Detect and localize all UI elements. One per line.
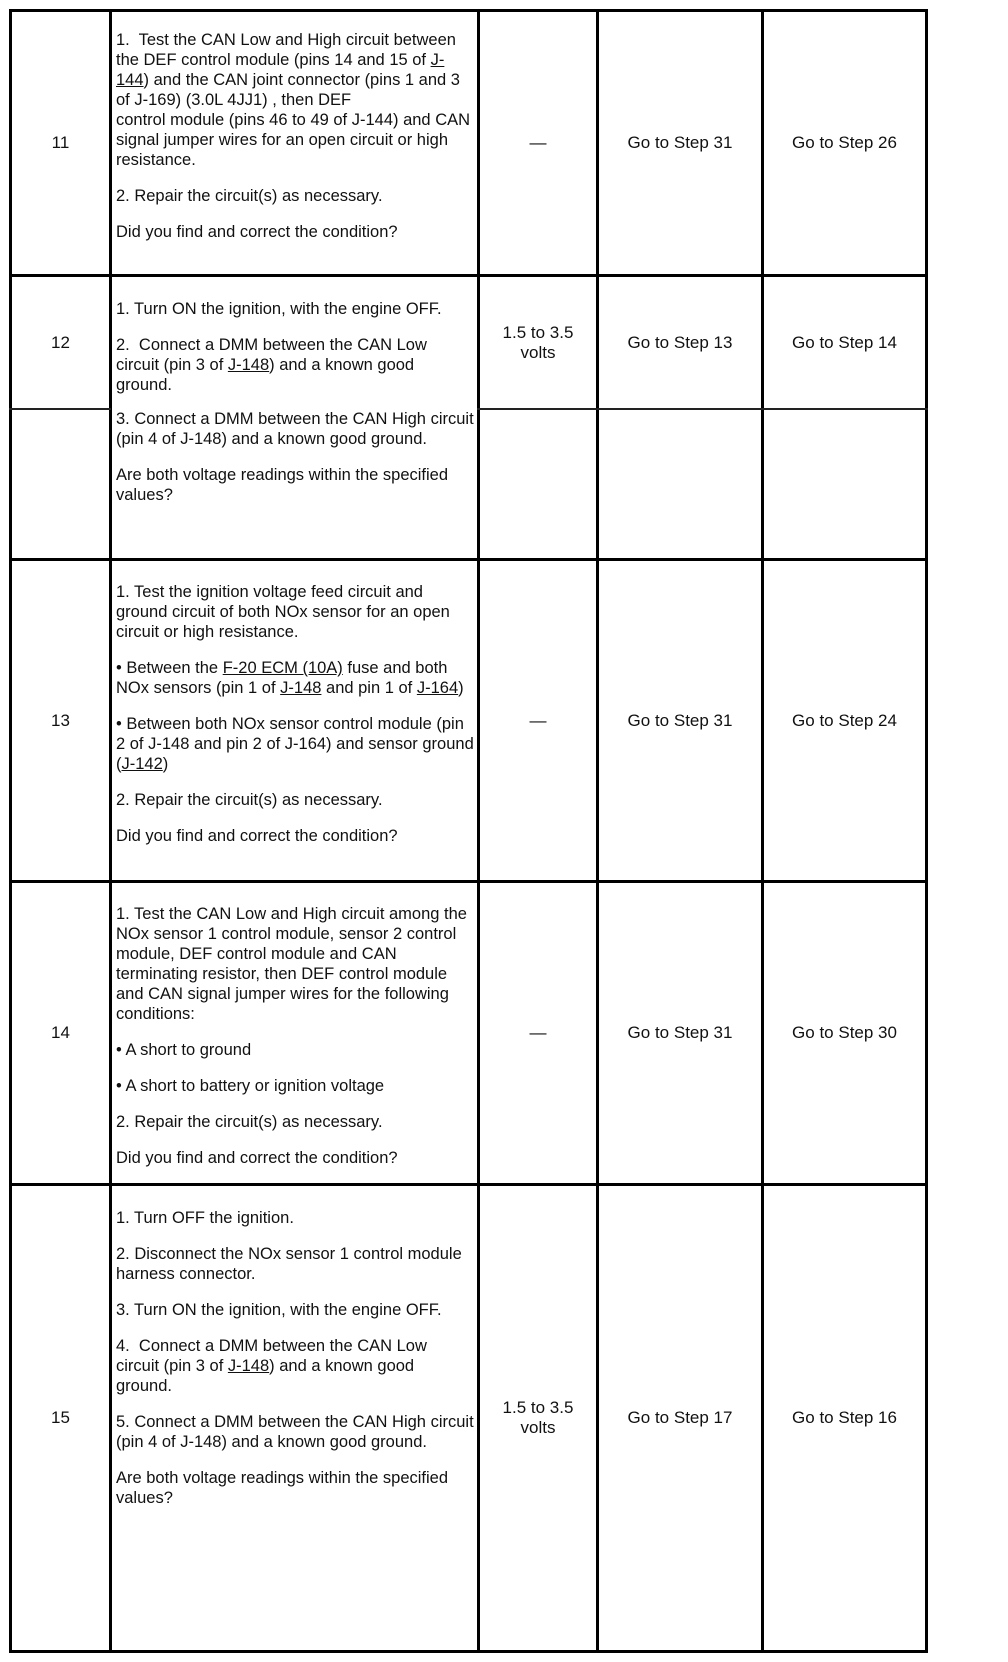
no-action-link[interactable]: Go to Step 24 [792,710,897,730]
step-number: 11 [51,133,70,152]
action-item: 1. Test the CAN Low and High circuit among the NOx sensor 1 control module, sensor 2 control module, DEF control module and CAN terminating resistor, then DEF control module and CAN signal jumper wires for the following conditions: [116,905,467,1023]
bullet-item: • Between both NOx sensor control module (pin 2 of J-148 and pin 2 of J-164) and sensor ground (J-142) [116,715,474,773]
action-item: 5. Connect a DMM between the CAN High circuit (pin 4 of J-148) and a known good ground. [116,1413,474,1451]
step-question: Are both voltage readings within the specified values? [116,1469,449,1507]
action-item: 1. Test the CAN Low and High circuit between the DEF control module (pins 14 and 15 of J-144) and the CAN joint connector (pins 1 and 3 of J-169) (3.0L 4JJ1) , then DEF control module (pins 46 to 49 of J-144) and CAN signal jumper wires for an open circuit or high resistance. [116,31,471,169]
value-text: 1.5 to 3.5 volts [502,322,574,362]
table-border-bottom [9,1650,928,1653]
value-text: 1.5 to 3.5 volts [502,1398,574,1437]
step-number: 13 [51,710,70,730]
action-item: 3. Connect a DMM between the CAN High circuit (pin 4 of J-148) and a known good ground. [116,410,474,448]
bullet-item: • Between the F-20 ECM (10A) fuse and both NOx sensors (pin 1 of J-148 and pin 1 of J-164) [116,659,464,697]
action-cell [116,904,474,1168]
action-cell [116,1208,474,1508]
action-cell [116,299,474,505]
action-item: 2. Connect a DMM between the CAN Low circuit (pin 3 of J-148) and a known good ground. [116,336,427,394]
table-border-right [925,9,928,1653]
yes-action-link[interactable]: Go to Step 31 [627,710,733,730]
value-cell [480,1186,596,1650]
yes-action-link[interactable]: Go to Step 17 [627,1408,733,1427]
step-number: 12 [51,332,70,352]
value-cell [480,277,596,408]
no-action-link[interactable]: Go to Step 26 [792,133,897,152]
action-cell [116,582,474,846]
action-item: 2. Repair the circuit(s) as necessary. [116,1113,383,1131]
step-question: Did you find and correct the condition? [116,1149,398,1167]
row-subdivider [9,408,111,410]
column-divider [109,9,112,1653]
value-cell: — [529,133,547,152]
action-item: 2. Repair the circuit(s) as necessary. [116,791,383,809]
action-item: 1. Test the ignition voltage feed circuit and ground circuit of both NOx sensor for an open circuit or high resistance. [116,583,450,641]
bullet-item: • A short to ground [116,1041,252,1059]
row-subdivider [477,408,928,410]
action-item: 3. Turn ON the ignition, with the engine OFF. [116,1301,442,1319]
yes-action-link[interactable]: Go to Step 31 [627,133,733,152]
bullet-item: • A short to battery or ignition voltage [116,1077,385,1095]
step-question: Are both voltage readings within the specified values? [116,466,449,504]
yes-action-link[interactable]: Go to Step 31 [627,1023,733,1042]
action-item: 2. Repair the circuit(s) as necessary. [116,187,383,205]
yes-action-link[interactable]: Go to Step 13 [627,332,733,352]
action-item: 4. Connect a DMM between the CAN Low circuit (pin 3 of J-148) and a known good ground. [116,1337,427,1395]
no-action-link[interactable]: Go to Step 16 [792,1408,897,1427]
action-cell [116,30,474,242]
no-action-link[interactable]: Go to Step 14 [792,332,897,352]
step-question: Did you find and correct the condition? [116,223,398,241]
step-number: 15 [51,1408,70,1427]
action-item: 2. Disconnect the NOx sensor 1 control module harness connector. [116,1245,462,1283]
action-item: 1. Turn ON the ignition, with the engine OFF. [116,300,442,318]
step-number: 14 [51,1023,70,1042]
step-question: Did you find and correct the condition? [116,827,398,845]
value-cell: — [529,710,547,730]
value-cell: — [529,1023,547,1042]
action-item: 1. Turn OFF the ignition. [116,1209,294,1227]
no-action-link[interactable]: Go to Step 30 [792,1023,897,1042]
